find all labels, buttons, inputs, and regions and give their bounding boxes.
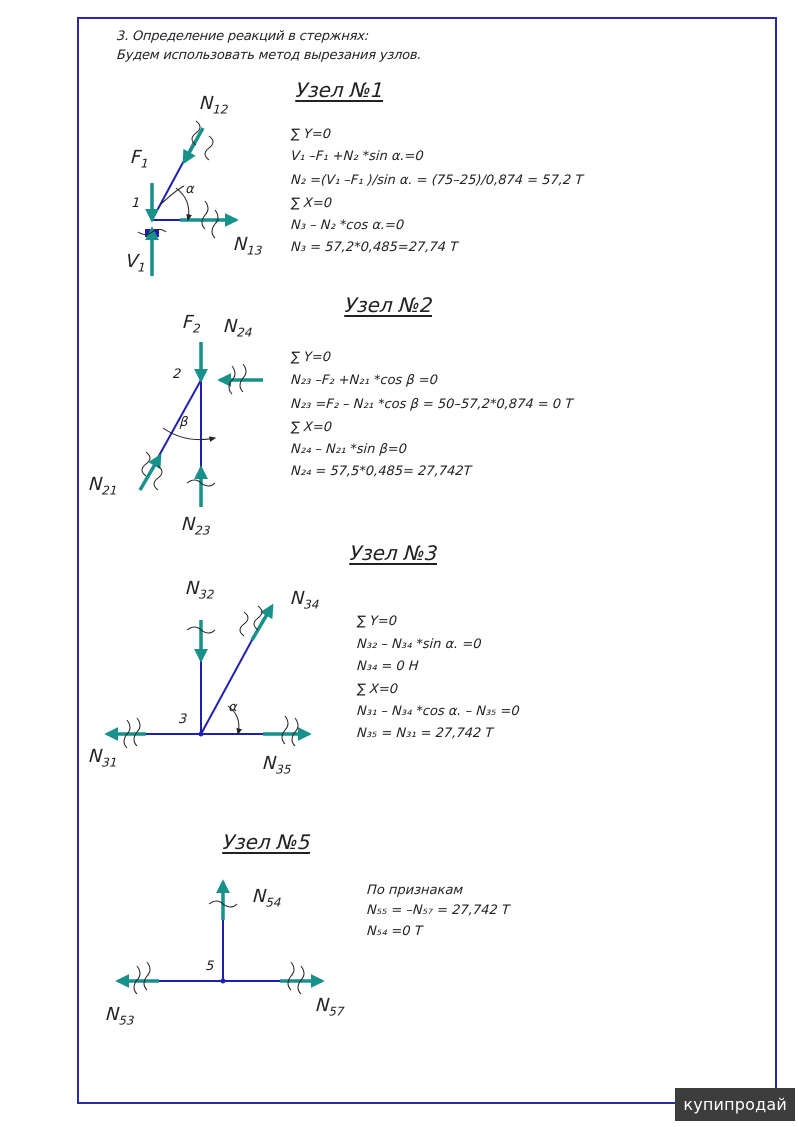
watermark-badge: купипродай [675,1088,795,1121]
label-n21: $N_{21}$ [88,474,118,498]
node2-angle-label: β [179,415,189,430]
node2-eq-1: ∑ Y=0 [290,350,332,365]
label-n31: $N_{31}$ [88,746,118,770]
node1-number: 1 [131,196,141,211]
node2-number: 2 [172,367,182,382]
node1-eq-3: N₂ =(V₁ –F₁ )/sin α. = (75–25)/0,874 = 57,2 T [290,173,584,188]
node2-eq-5: N₂₄ – N₂₁ *sin β=0 [290,442,408,457]
node3-angle-arc [228,706,239,734]
node2-eq-2: N₂₃ –F₂ +N₂₁ *cos β =0 [290,373,439,388]
node3-title: Узел №3 [349,541,439,565]
label-n24: $N_{24}$ [223,316,253,340]
node2-eq-6: N₂₄ = 57,5*0,485= 27,742T [290,464,472,479]
node2-eq-4: ∑ X=0 [290,420,333,435]
node1-eq-4: ∑ X=0 [290,196,333,211]
node5-diagram [118,882,322,994]
node3-number: 3 [178,712,188,727]
label-f1: $F_1$ [130,147,150,171]
node1-eq-2: V₁ –F₁ +N₂ *sin α.=0 [290,149,425,164]
node5-number: 5 [205,959,215,974]
node1-eq-6: N₃ = 57,2*0,485=27,74 T [290,240,459,255]
label-n53: $N_{53}$ [105,1004,135,1028]
node3-eq-6: N₃₅ = N₃₁ = 27,742 T [356,726,494,741]
label-n54: $N_{54}$ [252,886,282,910]
node3-diagram [107,606,309,748]
node5-eq-3: N₅₄ =0 T [366,924,424,939]
node3-eq-4: ∑ X=0 [356,682,399,697]
label-n32: $N_{32}$ [185,578,215,602]
node1-diagram [138,121,236,276]
intro-line-1: 3. Определение реакций в стержнях: [116,29,370,44]
label-n35: $N_{35}$ [262,753,292,777]
label-f2: $F_2$ [182,312,202,336]
node2-diagram [140,342,263,507]
node2-title: Узел №2 [344,293,434,317]
intro-line-2: Будем использовать метод вырезания узлов. [116,48,422,63]
node5-title: Узел №5 [222,830,312,854]
node3-eq-5: N₃₁ – N₃₄ *cos α. – N₃₅ =0 [356,704,521,719]
label-v1: $V_1$ [125,251,147,275]
node2-eq-3: N₂₃ =F₂ – N₂₁ *cos β = 50–57,2*0,874 = 0 T [290,397,574,412]
node3-angle-label: α [228,700,239,715]
node5-joint [221,979,226,984]
label-n23: $N_{23}$ [181,514,211,538]
node1-eq-5: N₃ – N₂ *cos α.=0 [290,218,405,233]
label-n12: $N_{12}$ [199,93,229,117]
node5-eq-2: N₅₅ = –N₅₇ = 27,742 T [366,903,511,918]
node3-eq-1: ∑ Y=0 [356,614,398,629]
label-n13: $N_{13}$ [233,234,263,258]
node3-eq-2: N₃₂ – N₃₄ *sin α. =0 [356,637,483,652]
node3-eq-3: N₃₄ = 0 H [356,659,420,674]
label-n57: $N_{57}$ [315,995,345,1019]
node1-angle-label: α [185,182,196,197]
node1-eq-1: ∑ Y=0 [290,127,332,142]
force-n12 [184,128,203,162]
node3-joint [199,732,204,737]
label-n34: $N_{34}$ [290,588,320,612]
node5-eq-1: По признакам [366,883,464,898]
node1-angle-arc [176,188,189,220]
node1-title: Узел №1 [295,78,385,102]
